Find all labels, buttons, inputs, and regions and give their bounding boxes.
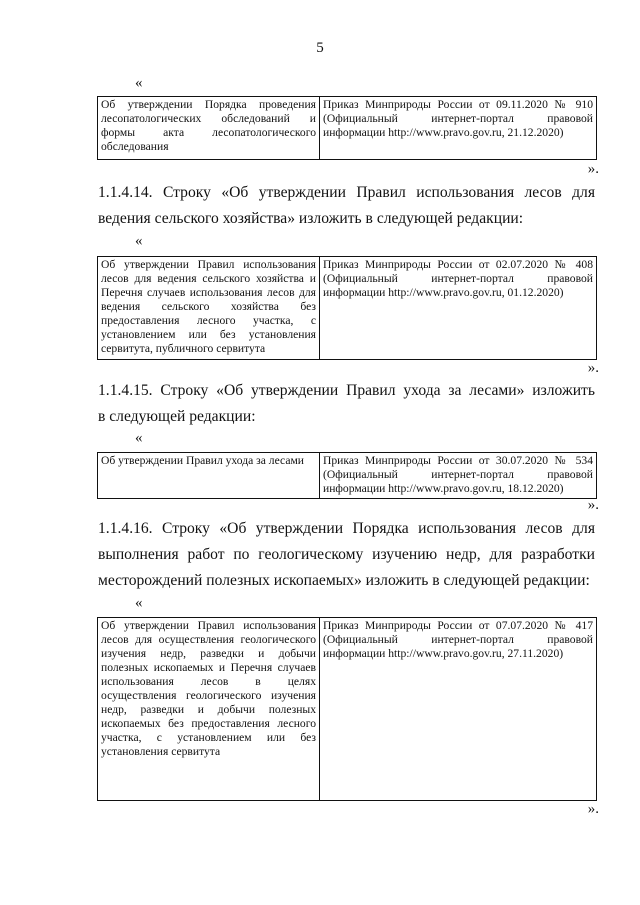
paragraph-1-1-4-15 xyxy=(98,378,595,430)
document-title-cell: Об утверждении Правил ухода за лесами xyxy=(98,453,320,499)
paragraph-1-1-4-16 xyxy=(98,516,595,594)
paragraph-line: выполнения работ по геологическому изучению недр, для разработки xyxy=(98,546,595,563)
document-title-cell: Об утверждении Правил использования лесов для осуществления геологического изучения недр, разведки и добычи полезных ископаемых и Перечня случаев использования лесов в целях осуществления геологического изучения недр, разведки и добычи полезных ископаемых без предоставления лесного участка, с установлением или без установления сервитута xyxy=(98,618,320,801)
opening-quote: « xyxy=(135,233,143,249)
paragraph-line: 1.1.4.16. Строку «Об утверждении Порядка использования лесов для xyxy=(98,520,595,537)
amendment-table-3 xyxy=(97,452,597,499)
page-number: 5 xyxy=(316,40,324,56)
table-row xyxy=(98,257,597,360)
closing-quote: ». xyxy=(587,360,599,376)
document-reference-cell: Приказ Минприроды России от 09.11.2020 № 910 (Официальный интернет-портал правовой информации http://www.pravo.gov.ru, 21.12.2020) xyxy=(320,97,597,160)
table-row xyxy=(98,618,597,801)
paragraph-line: 1.1.4.14. Строку «Об утверждении Правил использования лесов для xyxy=(98,184,595,201)
amendment-table-2 xyxy=(97,256,597,360)
document-reference-cell: Приказ Минприроды России от 02.07.2020 № 408 (Официальный интернет-портал правовой информации http://www.pravo.gov.ru, 01.12.2020) xyxy=(320,257,597,360)
table-row xyxy=(98,97,597,160)
document-reference-cell: Приказ Минприроды России от 30.07.2020 № 534 (Официальный интернет-портал правовой информации http://www.pravo.gov.ru, 18.12.2020) xyxy=(320,453,597,499)
paragraph-1-1-4-14 xyxy=(98,180,595,232)
document-reference-cell: Приказ Минприроды России от 07.07.2020 № 417 (Официальный интернет-портал правовой информации http://www.pravo.gov.ru, 27.11.2020) xyxy=(320,618,597,801)
amendment-table-4 xyxy=(97,617,597,801)
opening-quote: « xyxy=(135,595,143,611)
paragraph-line: в следующей редакции: xyxy=(98,408,256,425)
closing-quote: ». xyxy=(587,161,599,177)
amendment-table-1 xyxy=(97,96,597,160)
paragraph-line: ведения сельского хозяйства» изложить в следующей редакции: xyxy=(98,210,524,227)
document-title-cell: Об утверждении Правил использования лесов для ведения сельского хозяйства и Перечня случаев использования лесов для ведения сельского хозяйства без предоставления лесного участка, с установлением или без установления сервитута, публичного сервитута xyxy=(98,257,320,360)
document-title-cell: Об утверждении Порядка проведения лесопатологических обследований и формы акта лесопатологического обследования xyxy=(98,97,320,160)
paragraph-line: месторождений полезных ископаемых» изложить в следующей редакции: xyxy=(98,572,590,589)
closing-quote: ». xyxy=(587,801,599,817)
paragraph-line: 1.1.4.15. Строку «Об утверждении Правил ухода за лесами» изложить xyxy=(98,382,595,399)
closing-quote: ». xyxy=(587,497,599,513)
opening-quote: « xyxy=(135,75,143,91)
table-row xyxy=(98,453,597,499)
opening-quote: « xyxy=(135,430,143,446)
